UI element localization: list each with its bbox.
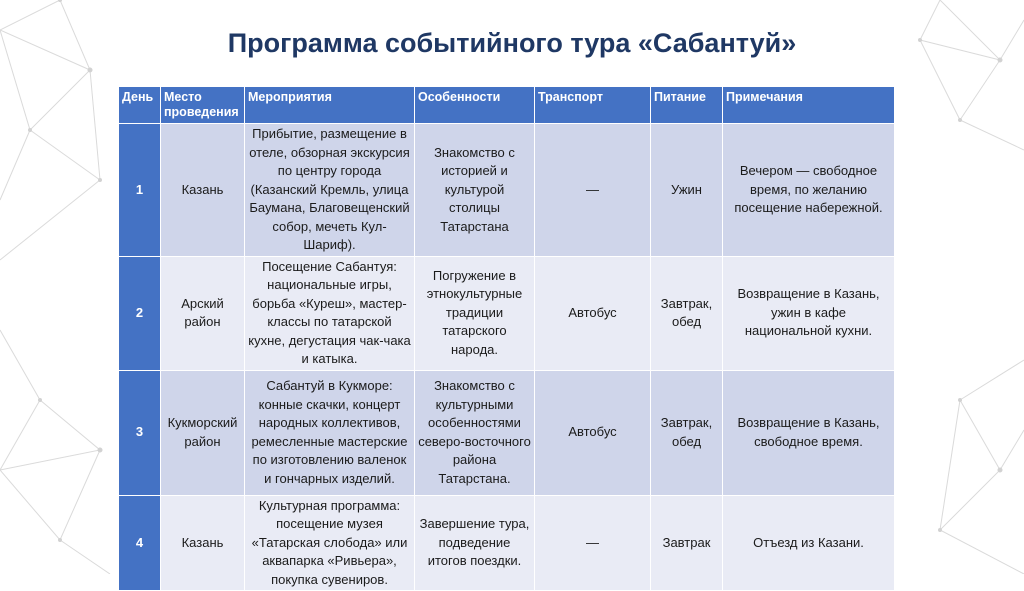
- features-cell: Знакомство с историей и культурой столицы Татарстана: [415, 124, 535, 257]
- transport-cell: —: [535, 124, 651, 257]
- table-row: [119, 495, 895, 591]
- transport-cell: Автобус: [535, 256, 651, 370]
- events-cell: Сабантуй в Кукморе: конные скачки, концерт народных коллективов, ремесленные мастерские по изготовлению валенок и гончарных изделий.: [245, 370, 415, 495]
- place-cell: Казань: [161, 495, 245, 591]
- transport-cell: Автобус: [535, 370, 651, 495]
- day-cell: 1: [119, 124, 161, 257]
- header-meals: Питание: [651, 87, 723, 124]
- table-row: [119, 256, 895, 370]
- notes-cell: Вечером — свободное время, по желанию посещение набережной.: [723, 124, 895, 257]
- header-place: Место проведения: [161, 87, 245, 124]
- meals-cell: Завтрак, обед: [651, 256, 723, 370]
- table-row: [119, 370, 895, 495]
- features-cell: Знакомство с культурными особенностями северо-восточного района Татарстана.: [415, 370, 535, 495]
- events-cell: Прибытие, размещение в отеле, обзорная экскурсия по центру города (Казанский Кремль, улица Баумана, Благовещенский собор, мечеть Кул-Шариф).: [245, 124, 415, 257]
- features-cell: Погружение в этнокультурные традиции татарского народа.: [415, 256, 535, 370]
- meals-cell: Завтрак: [651, 495, 723, 591]
- tour-program-table: [118, 86, 895, 591]
- header-transport: Транспорт: [535, 87, 651, 124]
- events-cell: Культурная программа: посещение музея «Татарская слобода» или аквапарка «Ривьера», покупка сувениров.: [245, 495, 415, 591]
- day-cell: 2: [119, 256, 161, 370]
- table-row: [119, 124, 895, 257]
- header-day: День: [119, 87, 161, 124]
- table-header-row: [119, 87, 895, 124]
- meals-cell: Ужин: [651, 124, 723, 257]
- header-features: Особенности: [415, 87, 535, 124]
- features-cell: Завершение тура, подведение итогов поездки.: [415, 495, 535, 591]
- day-cell: 4: [119, 495, 161, 591]
- header-events: Мероприятия: [245, 87, 415, 124]
- transport-cell: —: [535, 495, 651, 591]
- events-cell: Посещение Сабантуя: национальные игры, борьба «Куреш», мастер-классы по татарской кухне, дегустация чак-чака и катыка.: [245, 256, 415, 370]
- place-cell: Кукморский район: [161, 370, 245, 495]
- place-cell: Казань: [161, 124, 245, 257]
- day-cell: 3: [119, 370, 161, 495]
- meals-cell: Завтрак, обед: [651, 370, 723, 495]
- notes-cell: Отъезд из Казани.: [723, 495, 895, 591]
- header-notes: Примечания: [723, 87, 895, 124]
- notes-cell: Возвращение в Казань, ужин в кафе национальной кухни.: [723, 256, 895, 370]
- notes-cell: Возвращение в Казань, свободное время.: [723, 370, 895, 495]
- page-title: Программа событийного тура «Сабантуй»: [227, 28, 797, 58]
- place-cell: Арский район: [161, 256, 245, 370]
